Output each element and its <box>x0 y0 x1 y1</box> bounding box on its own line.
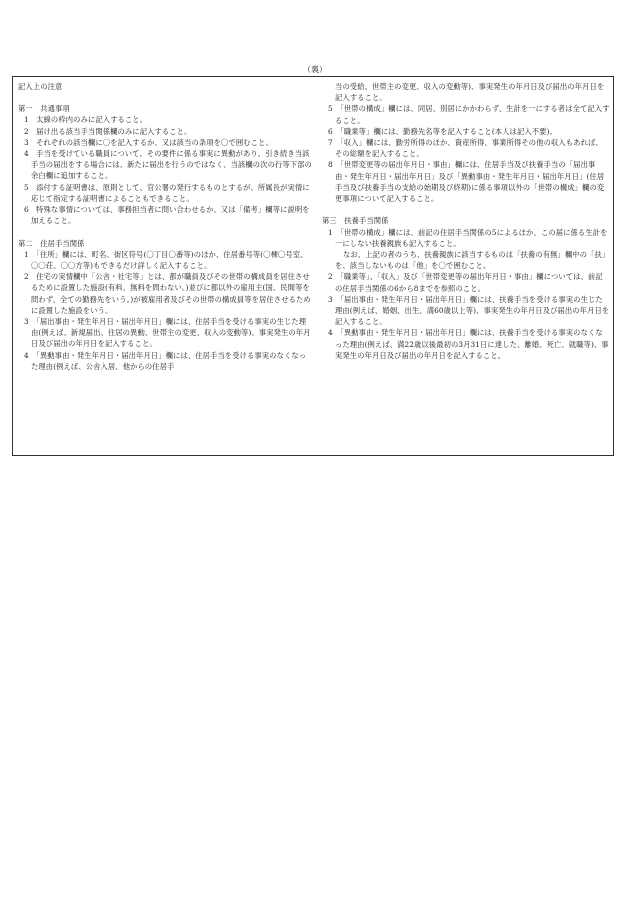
general-item-4: 4 手当を受けている職員について、その要件に係る事実に異動があり、引き続き当該手当の届出をする場合には、新たに届出を行うのではなく、当該欄の次の行等下部の余白欄に追加すること。 <box>24 149 312 181</box>
general-item-1: 1 太線の枠内のみに記入すること。 <box>24 115 148 125</box>
general-item-2: 2 届け出る該当手当関係欄のみに記入すること。 <box>24 126 192 136</box>
housing-item-3: 3 「届出事由・発生年月日・届出年月日」欄には、住居手当を受ける事実の生じた理由(例えば、新規届出、住居の異動、世帯主の変更、収入の変動等)、事実発生の年月日及び届出の年月日を記入すること。 <box>24 317 311 349</box>
dependent-item-4: 4 「異動事由・発生年月日・届出年月日」欄には、扶養手当を受ける事実のなくなった理由(例えば、満22歳以後最初の3月31日に達した、離婚、死亡、就職等)、事実発生の年月日及び届出の年月日を記入すること。 <box>328 328 609 360</box>
housing-item-1: 1 「住所」欄には、町名、街区符号(〇丁目〇番等)のほか、住居番号等(〇棟〇号室、〇〇荘、〇〇方等)もできるだけ詳しく記入すること。 <box>24 249 308 271</box>
dependent-item-3: 3 「届出事由・発生年月日・届出年月日」欄には、扶養手当を受ける事実の生じた理由(例えば、婚姻、出生、満60歳以上等)、事実発生の年月日及び届出の年月日を記入すること。 <box>328 294 610 327</box>
housing-item-4: 4 「異動事由・発生年月日・届出年月日」欄には、住居手当を受ける事実のなくなった理由(例えば、公舎入居、他からの住居手 <box>24 350 307 371</box>
section-housing-heading: 第二 住居手当関係 <box>18 238 85 248</box>
general-item-6: 6 特殊な事情については、事務担当者に問い合わせるか、又は「備考」欄等に説明を加えること。 <box>24 205 310 226</box>
section-dependent-heading: 第三 扶養手当関係 <box>322 216 389 226</box>
housing-item-8: 8 「世帯変更等の届出年月日・事由」欄には、住居手当及び扶養手当の「届出事由・発生年月日・届出年月日」及び「異動事由・発生年月日・届出年月日」(住居手当及び扶養手当の支給の始期及び終期)に係る事項以外の「世帯の構成」欄の変更事項について記入すること。 <box>328 160 605 204</box>
housing-item-7: 7 「収入」欄には、勤労所得のほか、資産所得、事業所得その他の収入もあれば、その総額を記入すること。 <box>328 138 603 159</box>
housing-item-2: 2 住宅の実情欄中「公舎・社宅等」とは、都が職員及びその世帯の構成員を居住させるために設置した施設(有料、無料を問わない。)並びに都以外の雇用主(国、民間等を問わず、全ての勤務先をいう。)が被雇用者及びその世帯の構成員等を居住させるために設置した施設をいう。 <box>24 272 311 315</box>
notes-title: 記入上の注意 <box>18 82 63 91</box>
general-item-5: 5 添付する証明書は、原則として、官公署の発行するものとするが、所属長が実情に応じて指定する証明書によることもできること。 <box>24 182 310 203</box>
housing-item-6: 6 「職業等」欄には、勤務先名等を記入すること(本人は記入不要)。 <box>328 126 557 136</box>
dependent-item-1: 1 「世帯の構成」欄には、前記の住居手当関係の5によるほか、この届に係る生計を一にしない扶養親族も記入すること。 <box>328 227 608 248</box>
section-general-heading: 第一 共通事項 <box>18 104 70 114</box>
general-item-3: 3 それぞれの該当欄に〇を記入するか、又は該当の条項を〇で囲むこと。 <box>24 137 273 147</box>
notes-right-column <box>322 81 610 361</box>
section-gap <box>322 204 610 215</box>
dependent-item-1-note: なお、上記の者のうち、扶養親族に該当するものは「扶養の有無」欄中の「扶」を、該当しないものは「他」を〇で囲むこと。 <box>335 250 610 271</box>
housing-item-5: 5 「世帯の構成」欄には、同居、別居にかかわらず、生計を一にする者は全て記入すること。 <box>328 104 610 125</box>
notes-frame <box>12 76 614 456</box>
page-side-label: （裏） <box>303 65 327 74</box>
section-gap <box>18 226 313 237</box>
housing-item-4-continued: 当の受給、世帯主の変更、収入の変動等)、事実発生の年月日及び届出の年月日を記入すること。 <box>335 82 605 103</box>
notes-left-column <box>18 81 313 372</box>
dependent-item-2: 2 「職業等」、「収入」及び「世帯変更等の届出年月日・事由」欄については、前記の住居手当関係の6から8までを参照のこと。 <box>328 272 603 293</box>
